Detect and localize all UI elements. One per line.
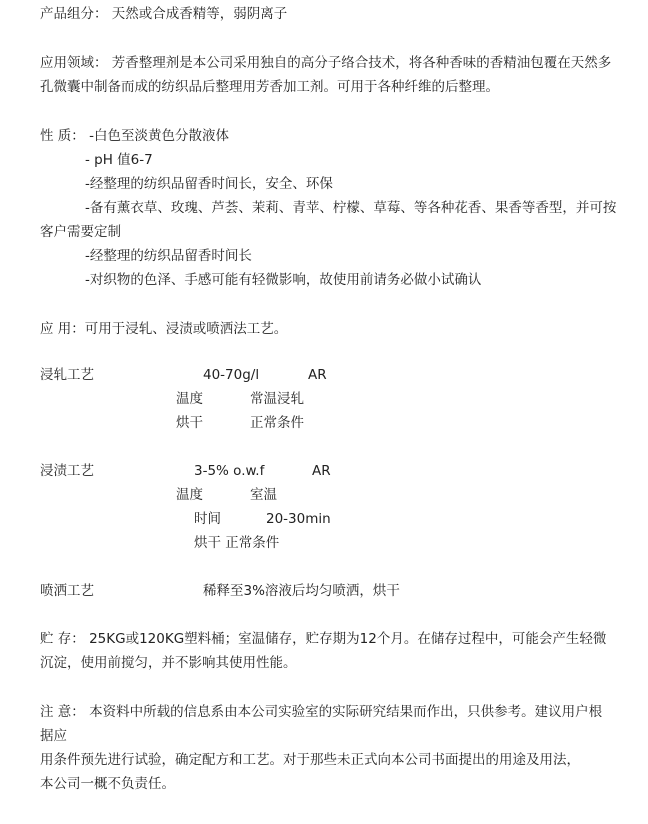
- dipping-time-label: 时间: [194, 511, 221, 527]
- property-ph: - pH 值6-7: [85, 152, 153, 168]
- property-fragrances-wrap: 客户需要定制: [40, 224, 121, 240]
- usage-line: 应 用：可用于浸轧、浸渍或喷洒法工艺。: [40, 321, 288, 337]
- dipping-dry: 烘干 正常条件: [194, 535, 280, 551]
- notice-line-3: 用条件预先进行试验，确定配方和工艺。对于那些未正式向本公司书面提出的用途及用法，: [40, 752, 580, 768]
- property-safety: -经整理的纺织品留香时间长，安全、环保: [85, 176, 333, 192]
- dipping-process-grade: AR: [312, 463, 331, 479]
- padding-process-label: 浸轧工艺: [40, 367, 94, 383]
- dipping-temp-value: 室温: [250, 487, 277, 503]
- padding-dry-value: 正常条件: [250, 415, 304, 431]
- padding-dry-label: 烘干: [176, 415, 203, 431]
- padding-process-dosage: 40-70g/l: [203, 367, 260, 383]
- application-field-line-2: 孔微囊中制备而成的纺织品后整理用芳香加工剂。可用于各种纤维的后整理。: [40, 79, 499, 95]
- composition-line: 产品组分： 天然或合成香精等，弱阴离子: [40, 6, 288, 22]
- properties-header: 性 质： -白色至淡黄色分散液体: [40, 128, 229, 144]
- padding-temp-value: 常温浸轧: [250, 391, 304, 407]
- padding-temp-label: 温度: [176, 391, 203, 407]
- dipping-process-dosage: 3-5% o.w.f: [194, 463, 265, 479]
- spraying-process-value: 稀释至3%溶液后均匀喷洒，烘干: [203, 583, 400, 599]
- dipping-temp-label: 温度: [176, 487, 203, 503]
- notice-line-4: 本公司一概不负责任。: [40, 776, 175, 792]
- dipping-time-value: 20-30min: [266, 511, 331, 527]
- spraying-process-label: 喷洒工艺: [40, 583, 94, 599]
- storage-line-2: 沉淀，使用前搅匀，并不影响其使用性能。: [40, 655, 297, 671]
- notice-line-2: 据应: [40, 728, 67, 744]
- dipping-process-label: 浸渍工艺: [40, 463, 94, 479]
- property-long-lasting: -经整理的纺织品留香时间长: [85, 248, 252, 264]
- notice-line-1: 注 意： 本资料中所载的信息系由本公司实验室的实际研究结果而作出，只供参考。建议用户根: [40, 704, 603, 720]
- property-caution: -对织物的色泽、手感可能有轻微影响，故使用前请务必做小试确认: [85, 272, 482, 288]
- storage-line-1: 贮 存： 25KG或120KG塑料桶；室温储存，贮存期为12个月。在储存过程中，可能会产生轻微: [40, 631, 607, 647]
- padding-process-grade: AR: [308, 367, 327, 383]
- property-fragrances: -备有薰衣草、玫瑰、芦荟、茉莉、青苹、柠檬、草莓、等各种花香、果香等香型，并可按: [85, 200, 617, 216]
- application-field-line-1: 应用领域： 芳香整理剂是本公司采用独自的高分子络合技术，将各种香味的香精油包覆在天然多: [40, 55, 612, 71]
